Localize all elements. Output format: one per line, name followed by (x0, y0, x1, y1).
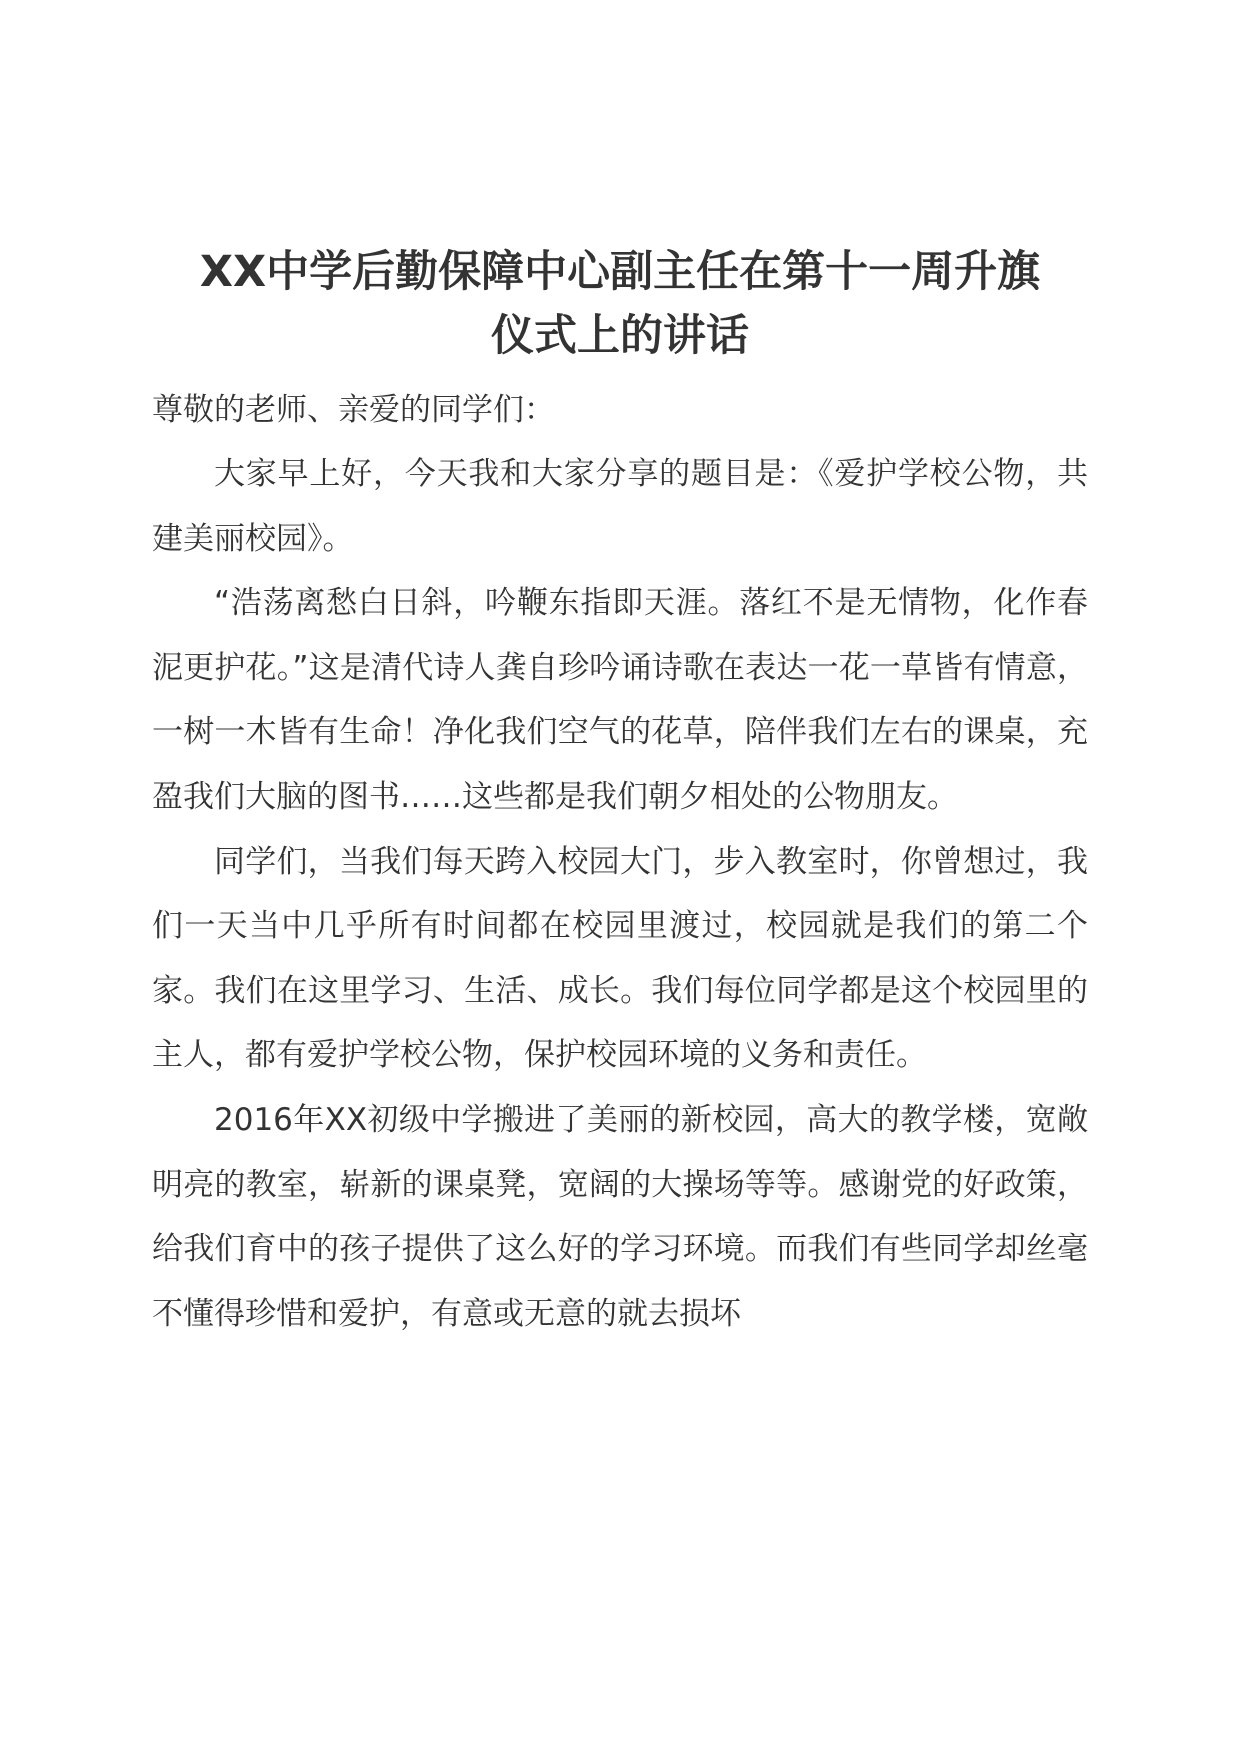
document-title-line-1: XX中学后勤保障中心副主任在第十一周升旗 (199, 247, 1041, 297)
paragraph-1: 大家早上好，今天我和大家分享的题目是：《爱护学校公物，共建美丽校园》。 (152, 456, 1088, 557)
paragraph-4: 2016年XX初级中学搬进了美丽的新校园，高大的教学楼，宽敞明亮的教室，崭新的课桌凳，宽阔的大操场等等。感谢党的好政策，给我们育中的孩子提供了这么好的学习环境。而我们有些同学却丝毫不懂得珍惜和爱护，有意或无意的就去损坏 (152, 1101, 1088, 1332)
paragraph-2: “浩荡离愁白日斜，吟鞭东指即天涯。落红不是无情物，化作春泥更护花。”这是清代诗人龚自珍吟诵诗歌在表达一花一草皆有情意，一树一木皆有生命！净化我们空气的花草，陪伴我们左右的课桌，充盈我们大脑的图书……这些都是我们朝夕相处的公物朋友。 (152, 585, 1088, 815)
document-title (152, 240, 1088, 368)
paragraph-3: 同学们，当我们每天跨入校园大门，步入教室时，你曾想过，我们一天当中几乎所有时间都在校园里渡过，校园就是我们的第二个家。我们在这里学习、生活、成长。我们每位同学都是这个校园里的主人，都有爱护学校公物，保护校园环境的义务和责任。 (152, 843, 1088, 1074)
document-title-line-2: 仪式上的讲话 (491, 311, 749, 361)
salutation: 尊敬的老师、亲爱的同学们： (152, 392, 555, 428)
document-body (152, 240, 1088, 1346)
